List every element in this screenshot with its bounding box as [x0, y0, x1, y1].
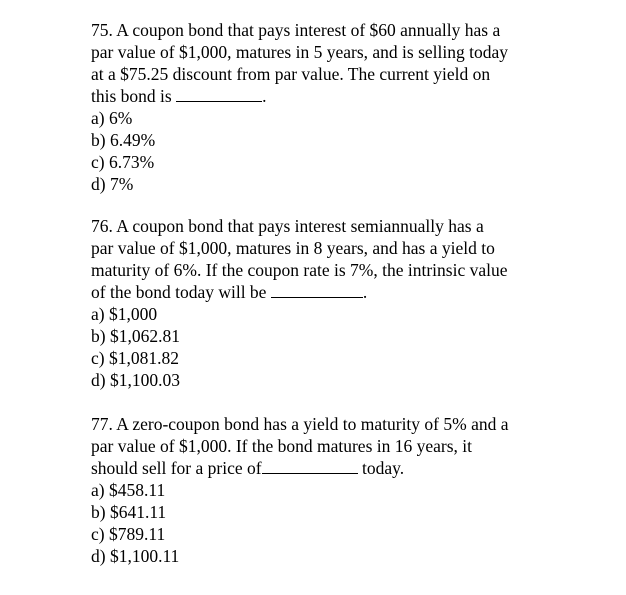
stem-line-1: 76. A coupon bond that pays interest semiannually has a — [91, 216, 484, 236]
question-stem — [91, 19, 571, 107]
stem-line-2: par value of $1,000, matures in 5 years, and is selling today — [91, 42, 508, 62]
option-d: d) $1,100.03 — [91, 370, 180, 390]
answer-options — [91, 303, 571, 391]
answer-blank — [271, 283, 363, 298]
stem-line-2: par value of $1,000, matures in 8 years, and has a yield to — [91, 238, 495, 258]
option-c: c) $1,081.82 — [91, 348, 179, 368]
question-stem — [91, 215, 571, 303]
answer-options — [91, 107, 571, 195]
option-b: b) 6.49% — [91, 130, 156, 150]
stem-line-3: should sell for a price of today. — [91, 458, 405, 478]
stem-line-3: at a $75.25 discount from par value. The current yield on — [91, 64, 491, 84]
answer-blank — [176, 87, 262, 102]
answer-options — [91, 479, 571, 567]
option-a: a) $458.11 — [91, 480, 166, 500]
option-b: b) $1,062.81 — [91, 326, 180, 346]
stem-line-1: 77. A zero-coupon bond has a yield to maturity of 5% and a — [91, 414, 509, 434]
option-c: c) 6.73% — [91, 152, 155, 172]
question-stem — [91, 413, 571, 479]
question-76 — [91, 215, 571, 391]
question-number: 76. — [91, 216, 113, 236]
question-number: 75. — [91, 20, 113, 40]
option-d: d) 7% — [91, 174, 134, 194]
answer-blank — [262, 459, 358, 474]
stem-line-4: of the bond today will be . — [91, 282, 368, 302]
stem-line-4: this bond is . — [91, 86, 267, 106]
question-number: 77. — [91, 414, 113, 434]
stem-line-3: maturity of 6%. If the coupon rate is 7%, the intrinsic value — [91, 260, 508, 280]
question-77 — [91, 413, 571, 567]
option-b: b) $641.11 — [91, 502, 167, 522]
option-a: a) 6% — [91, 108, 133, 128]
option-d: d) $1,100.11 — [91, 546, 180, 566]
option-c: c) $789.11 — [91, 524, 166, 544]
stem-line-1: 75. A coupon bond that pays interest of $60 annually has a — [91, 20, 501, 40]
option-a: a) $1,000 — [91, 304, 158, 324]
stem-line-2: par value of $1,000. If the bond matures in 16 years, it — [91, 436, 473, 456]
question-75 — [91, 19, 571, 195]
